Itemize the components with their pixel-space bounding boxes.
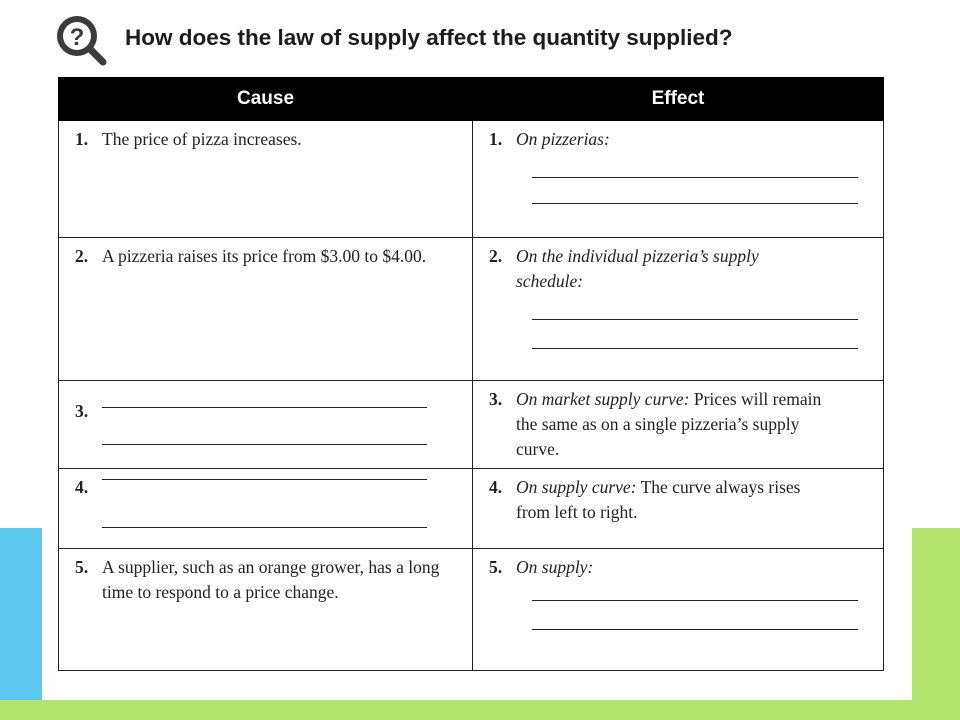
table-row — [59, 549, 884, 671]
item-number: 2. — [489, 246, 503, 266]
effect-cell — [473, 549, 884, 671]
table-row — [59, 121, 884, 238]
effect-cell — [473, 469, 884, 549]
effect-cell — [473, 238, 884, 381]
cause-cell — [59, 549, 473, 671]
item-number: 3. — [75, 401, 89, 421]
svg-text:?: ? — [69, 24, 85, 51]
effect-label: On supply: — [516, 557, 594, 577]
page-title: How does the law of supply affect the quantity supplied? — [125, 25, 733, 50]
question-mark-magnifier-icon — [55, 14, 107, 66]
effect-cell — [473, 121, 884, 238]
item-number: 3. — [489, 389, 503, 409]
effect-label: On supply curve: — [516, 477, 637, 497]
effect-label: On pizzerias: — [516, 129, 610, 149]
answer-blank[interactable] — [532, 203, 858, 204]
cause-cell — [59, 381, 473, 469]
item-number: 4. — [489, 477, 503, 497]
cause-cell — [59, 121, 473, 238]
table-row — [59, 238, 884, 381]
answer-blank[interactable] — [102, 479, 427, 480]
answer-blank[interactable] — [102, 527, 427, 528]
item-number: 1. — [75, 129, 89, 149]
answer-blank[interactable] — [532, 177, 858, 178]
slide-header — [55, 12, 733, 68]
effect-label: On market supply curve: — [516, 389, 690, 409]
column-header-cause: Cause — [59, 78, 473, 121]
answer-blank[interactable] — [102, 444, 427, 445]
answer-blank[interactable] — [532, 348, 858, 349]
cause-text: A pizzeria raises its price from $3.00 to $4.00. — [102, 246, 427, 266]
item-number: 2. — [75, 246, 89, 266]
effect-label: On the individual pizzeria’s supply schedule: — [516, 246, 759, 291]
item-number: 5. — [75, 557, 89, 577]
effect-text: Prices will remain the same as on a single pizzeria’s supply curve. — [516, 389, 822, 459]
answer-blank[interactable] — [102, 407, 427, 408]
cause-text: The price of pizza increases. — [102, 129, 302, 149]
answer-blank[interactable] — [532, 600, 858, 601]
column-header-effect: Effect — [473, 78, 884, 121]
table-header-row — [59, 78, 884, 121]
table-row — [59, 381, 884, 469]
item-number: 5. — [489, 557, 503, 577]
effect-text: The curve always rises from left to right. — [516, 477, 801, 522]
cause-cell — [59, 238, 473, 381]
item-number: 4. — [75, 477, 89, 497]
answer-blank[interactable] — [532, 319, 858, 320]
item-number: 1. — [489, 129, 503, 149]
answer-blank[interactable] — [532, 629, 858, 630]
decor-green-strip — [0, 700, 960, 720]
cause-cell — [59, 469, 473, 549]
cause-effect-table — [58, 77, 884, 671]
effect-cell — [473, 381, 884, 469]
cause-text: A supplier, such as an orange grower, has a long time to respond to a price change. — [102, 557, 440, 602]
table-row — [59, 469, 884, 549]
